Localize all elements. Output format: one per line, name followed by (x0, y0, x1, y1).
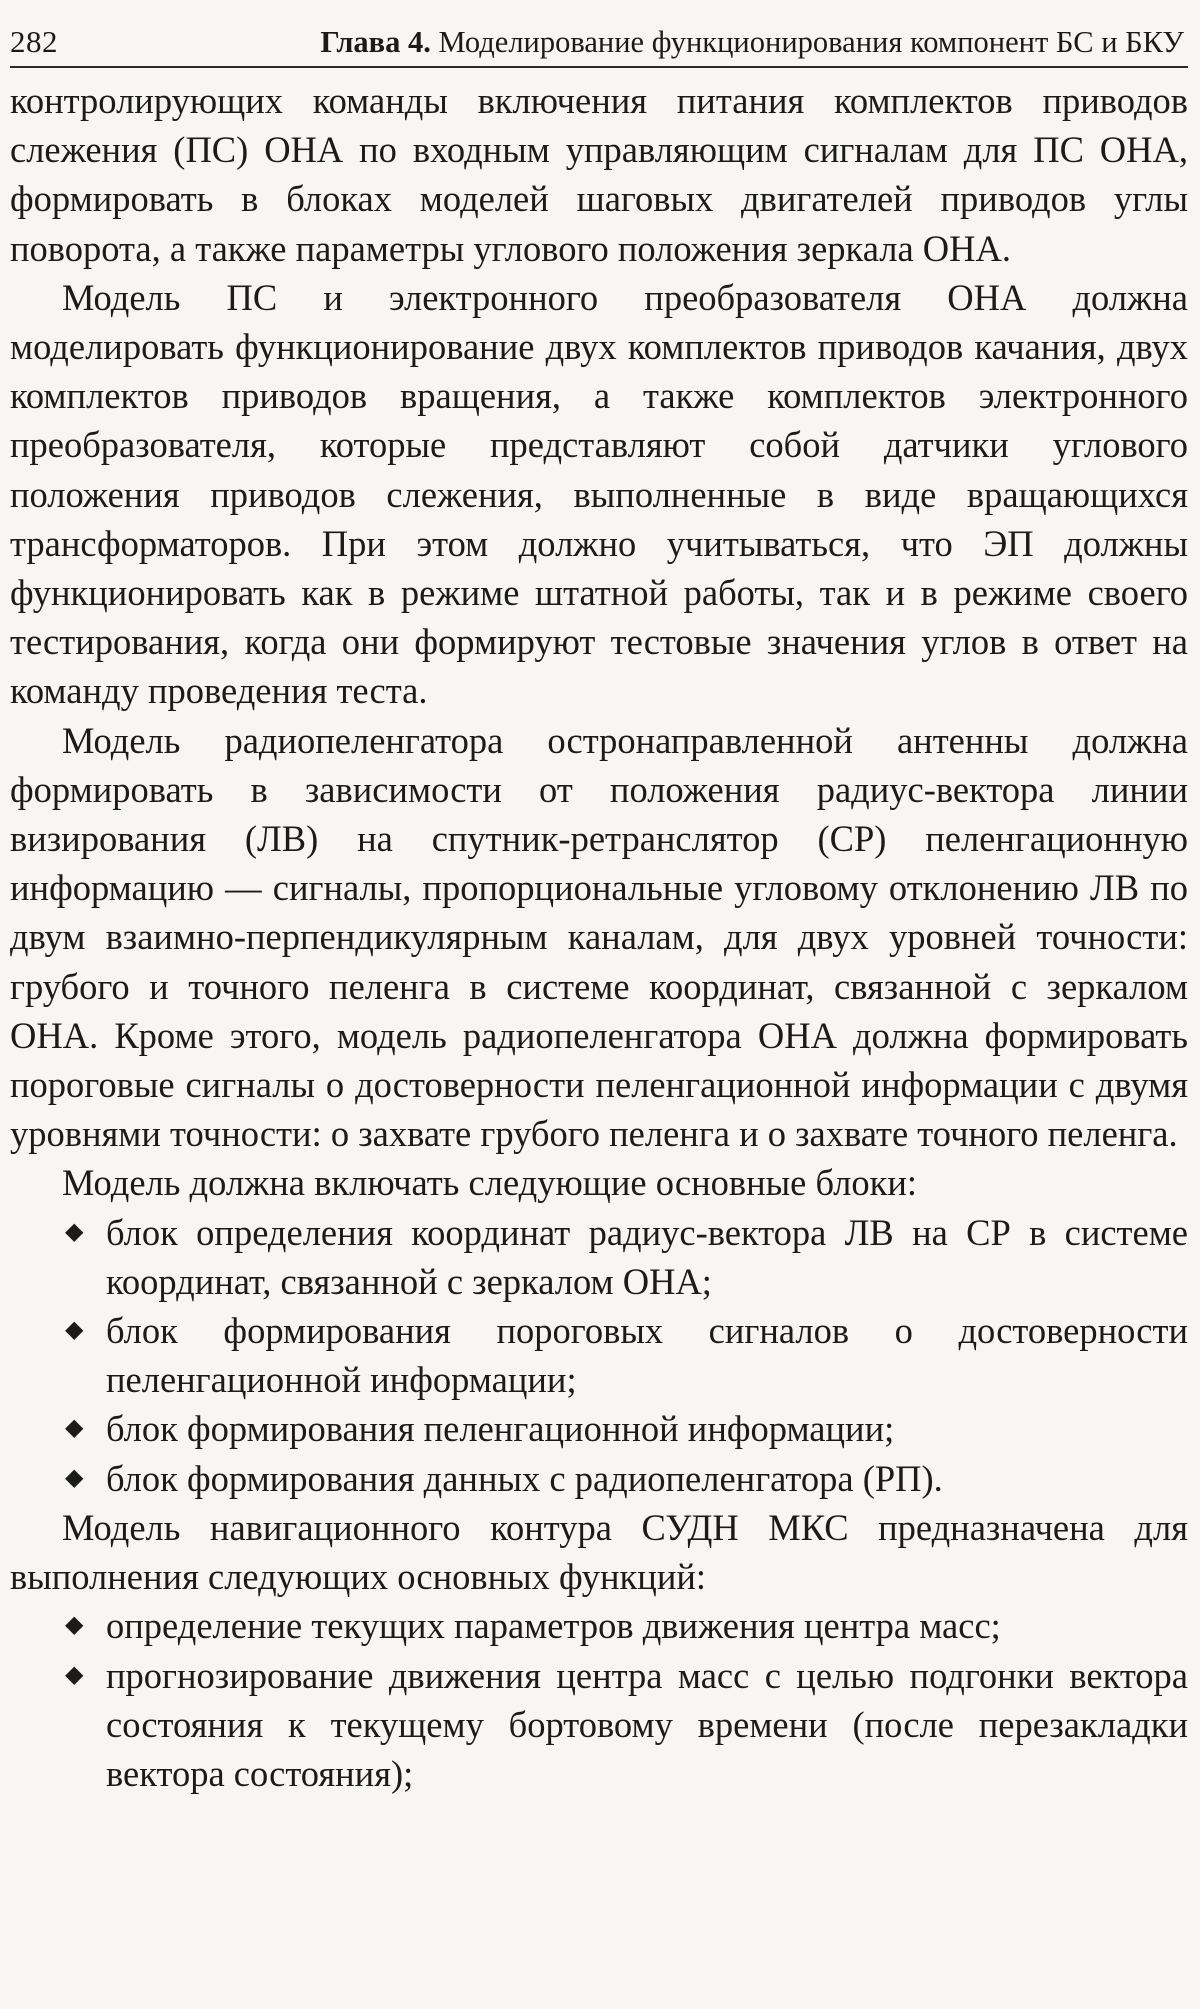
chapter-label: Глава 4. (320, 25, 431, 59)
list-item: ◆ блок формирования данных с радиопеленгатора (РП). (10, 1454, 1188, 1503)
model-blocks-list (10, 1208, 1188, 1503)
diamond-bullet-icon: ◆ (65, 1415, 84, 1442)
paragraph-continued: контролирующих команды включения питания комплектов приводов слежения (ПС) ОНА по входным управляющим сигналам для ПС ОНА, формировать в блоках моделей шаговых двигателей приводов углы поворота, а также параметры углового положения зеркала ОНА. (10, 80, 1188, 269)
list-item: ◆ прогнозирование движения центра масс с целью подгонки вектора состояния к текущему бортовому времени (после перезакладки вектора состояния); (10, 1651, 1188, 1799)
diamond-bullet-icon: ◆ (65, 1317, 84, 1344)
body-text (10, 76, 1188, 1798)
running-title (320, 20, 1184, 64)
page-number: 282 (10, 24, 58, 59)
chapter-title: Моделирование функционирования компонент БС и БКУ (438, 25, 1184, 59)
diamond-bullet-icon: ◆ (65, 1218, 84, 1245)
paragraph-ps-model: Модель ПС и электронного преобразователя ОНА должна моделировать функционирование двух комплектов приводов качания, двух комплектов приводов вращения, а также комплектов электронного преобразователя, которые представляют собой датчики углового положения приводов слежения, выполненные в виде вращающихся трансформаторов. При этом должно учитываться, что ЭП должны функционировать как в режиме штатной работы, так и в режиме своего тестирования, когда они формируют тестовые значения углов в ответ на команду проведения теста. (10, 276, 1188, 712)
diamond-bullet-icon: ◆ (65, 1661, 84, 1688)
paragraph-radio-direction-finder: Модель радиопеленгатора остронаправленной антенны должна формировать в зависимости от положения радиус-вектора линии визирования (ЛВ) на спутник-ретранслятор (СР) пеленгационную информацию — сигналы, пропорциональные угловому отклонению ЛВ по двум взаимно-перпендикулярным каналам, для двух уровней точности: грубого и точного пеленга в системе координат, связанной с зеркалом ОНА. Кроме этого, модель радиопеленгатора ОНА должна формировать пороговые сигналы о достоверности пеленгационной информации с двумя уровнями точности: о захвате грубого пеленга и о захвате точного пеленга. (10, 719, 1188, 1155)
paragraph-model-blocks-intro: Модель должна включать следующие основные блоки: (62, 1162, 918, 1204)
list-item: ◆ определение текущих параметров движения центра масс; (10, 1601, 1188, 1650)
navigation-functions-list (10, 1601, 1188, 1798)
diamond-bullet-icon: ◆ (65, 1464, 84, 1491)
list-item: ◆ блок формирования пороговых сигналов о достоверности пеленгационной информации; (10, 1306, 1188, 1404)
list-item: ◆ блок определения координат радиус-вектора ЛВ на СР в системе координат, связанной с зеркалом ОНА; (10, 1208, 1188, 1306)
diamond-bullet-icon: ◆ (65, 1612, 84, 1639)
running-header (10, 20, 1188, 68)
list-item: ◆ блок формирования пеленгационной информации; (10, 1404, 1188, 1453)
paragraph-navigation-contour: Модель навигационного контура СУДН МКС предназначена для выполнения следующих основных функций: (10, 1506, 1188, 1598)
